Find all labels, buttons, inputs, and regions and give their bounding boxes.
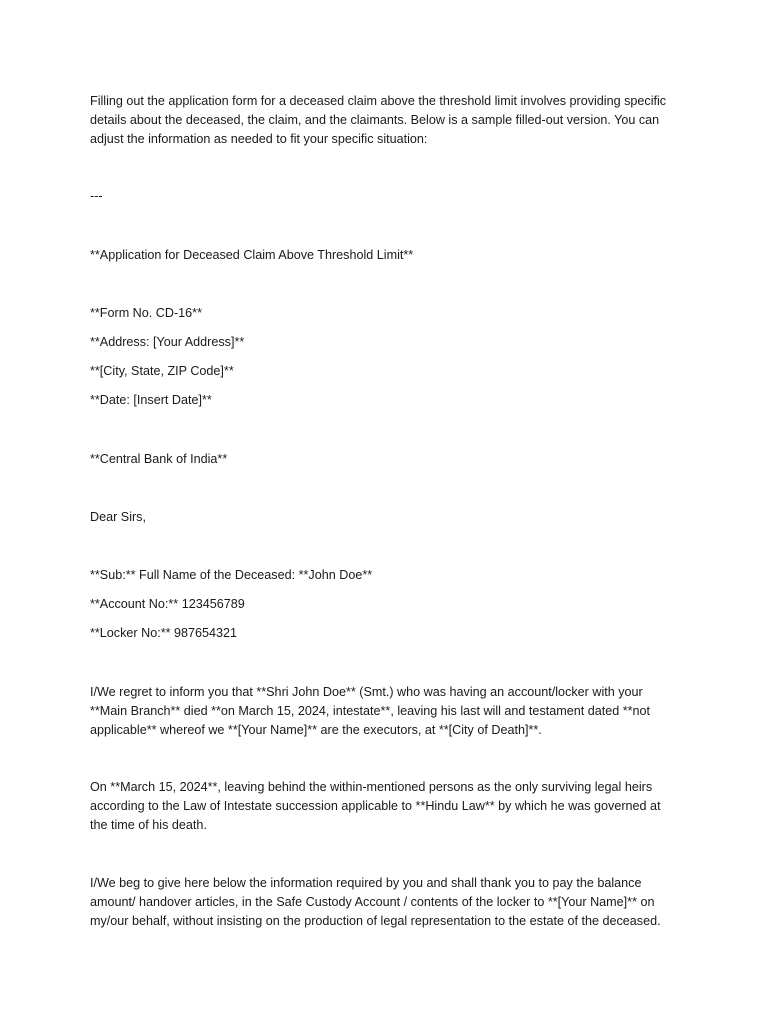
- paragraph-line: I/We regret to inform you that **Shri John Doe** (Smt.) who was having an account/locker with your: [90, 685, 643, 699]
- paragraph-2: [90, 778, 680, 835]
- date-line: **Date: [Insert Date]**: [90, 393, 212, 407]
- paragraph-line: applicable** whereof we **[Your Name]** are the executors, at **[City of Death]**.: [90, 723, 542, 737]
- paragraph-line: On **March 15, 2024**, leaving behind the within-mentioned persons as the only surviving legal heirs: [90, 780, 653, 794]
- address-line: **Address: [Your Address]**: [90, 335, 245, 349]
- paragraph-line: according to the Law of Intestate succession applicable to **Hindu Law** by which he was governed at: [90, 799, 661, 813]
- bank-name: **Central Bank of India**: [90, 452, 228, 466]
- paragraph-line: my/our behalf, without insisting on the production of legal representation to the estate of the deceased.: [90, 914, 661, 928]
- form-number: **Form No. CD-16**: [90, 306, 202, 320]
- paragraph-line: the time of his death.: [90, 818, 207, 832]
- intro-paragraph: [90, 92, 680, 149]
- paragraph-1: [90, 683, 680, 740]
- paragraph-3: [90, 874, 680, 931]
- paragraph-line: amount/ handover articles, in the Safe Custody Account / contents of the locker to **[Your Name]** on: [90, 895, 655, 909]
- account-number: **Account No:** 123456789: [90, 597, 245, 611]
- salutation: Dear Sirs,: [90, 510, 146, 524]
- locker-number: **Locker No:** 987654321: [90, 626, 238, 640]
- city-line: **[City, State, ZIP Code]**: [90, 364, 234, 378]
- intro-line: adjust the information as needed to fit your specific situation:: [90, 132, 428, 146]
- intro-line: details about the deceased, the claim, and the claimants. Below is a sample filled-out version. You can: [90, 113, 660, 127]
- intro-line: Filling out the application form for a deceased claim above the threshold limit involves providing specific: [90, 94, 667, 108]
- separator: ---: [90, 189, 103, 203]
- paragraph-line: **Main Branch** died **on March 15, 2024, intestate**, leaving his last will and testament dated **not: [90, 704, 651, 718]
- subject-line: **Sub:** Full Name of the Deceased: **John Doe**: [90, 568, 373, 582]
- paragraph-line: I/We beg to give here below the information required by you and shall thank you to pay the balance: [90, 876, 642, 890]
- document-title: **Application for Deceased Claim Above Threshold Limit**: [90, 248, 414, 262]
